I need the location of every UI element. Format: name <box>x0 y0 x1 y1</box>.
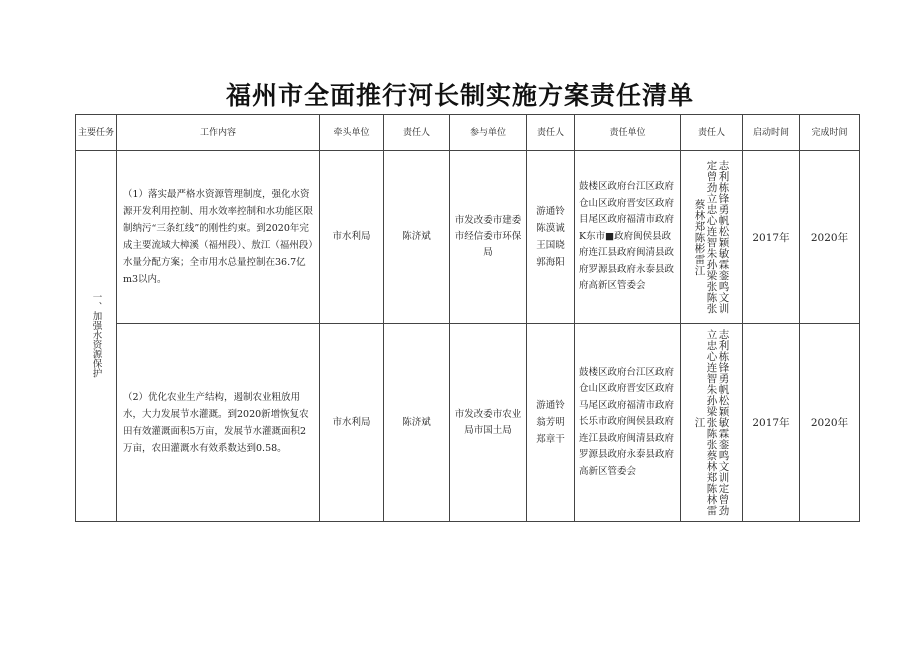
responsible-units-cell: 鼓楼区政府台江区政府仓山区政府晋安区政府目尾区政府福清市政府K东市■政府闽侯县政府连江县政府闽清县政府罗源县政府永泰县政府高新区管委会 <box>575 151 681 324</box>
responsible-persons-text: 志利栋锋勇帆松颖敏霖銮鸣文训定曾劲立忠心连智朱孙梁张陈张蔡林郑陈彬雷江 <box>693 160 730 314</box>
header-responsible-units: 责任单位 <box>575 115 681 151</box>
table-row <box>76 324 860 522</box>
header-lead-unit: 牵头单位 <box>320 115 384 151</box>
table-row <box>76 151 860 324</box>
end-time-cell: 2020年 <box>800 151 860 324</box>
header-main-task: 主要任务 <box>76 115 117 151</box>
participant-units-cell: 市发改委市建委市经信委市环保局 <box>450 151 527 324</box>
participant-persons-cell: 游通铃翁芳明郑章干 <box>527 324 575 522</box>
header-work-content: 工作内容 <box>117 115 320 151</box>
end-time-cell: 2020年 <box>800 324 860 522</box>
header-end-time: 完成时间 <box>800 115 860 151</box>
participant-units-cell: 市发改委市农业局市国土局 <box>450 324 527 522</box>
lead-person-cell: 陈济斌 <box>384 324 450 522</box>
header-participant-units: 参与单位 <box>450 115 527 151</box>
responsibility-table <box>75 114 860 522</box>
page-title: 福州市全面推行河长制实施方案责任清单 <box>225 81 694 110</box>
work-content-cell: （2）优化农业生产结构，遏制农业粗放用水，大力发展节水灌溉。到2020新增恢复农田有效灌溉面积5万亩，发展节水灌溉面积2万亩，农田灌溉水有效系数达到0.58。 <box>117 324 320 522</box>
main-task-cell <box>76 151 117 522</box>
header-responsible-persons: 责任人 <box>681 115 743 151</box>
header-row <box>76 115 860 151</box>
header-start-time: 启动时间 <box>743 115 800 151</box>
lead-unit-cell: 市水利局 <box>320 151 384 324</box>
responsible-persons-text: 志利栋锋勇帆松颖敏霖銮鸣文训定曾劲立忠心连智朱孙梁张陈张蔡林郑陈林雷江 <box>693 329 730 516</box>
header-lead-person: 责任人 <box>384 115 450 151</box>
responsible-persons-cell <box>681 151 743 324</box>
work-content-cell: （1）落实最严格水资源管理制度，强化水资源开发利用控制、用水效率控制和水功能区限制纳污“三条红线”的刚性约束。到2020年完成主要流域大樟溪（福州段）、敖江（福州段）水量分配方案；全市用水总量控制在36.7亿m3以内。 <box>117 151 320 324</box>
main-task-label: 一、加强水资源保护 <box>90 291 102 378</box>
responsible-persons-cell <box>681 324 743 522</box>
header-participant-persons: 责任人 <box>527 115 575 151</box>
responsible-units-cell: 鼓楼区政府台江区政府仓山区政府晋安区政府马尾区政府福清市政府长乐市政府闽侯县政府连江县政府闽清县政府罗源县政府永泰县政府高新区管委会 <box>575 324 681 522</box>
participant-persons-cell: 游通铃陈漠诚王国晓郭海阳 <box>527 151 575 324</box>
lead-person-cell: 陈济斌 <box>384 151 450 324</box>
start-time-cell: 2017年 <box>743 151 800 324</box>
start-time-cell: 2017年 <box>743 324 800 522</box>
lead-unit-cell: 市水利局 <box>320 324 384 522</box>
